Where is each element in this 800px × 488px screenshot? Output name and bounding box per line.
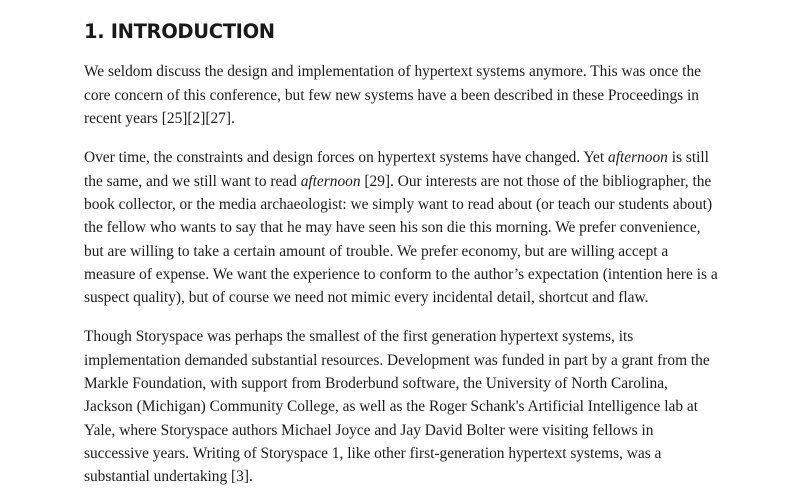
paragraph-3: Though Storyspace was perhaps the smallest of the first generation hypertext systems, its implementation demanded substantial resources. Development was funded in part by a grant from the Markle Foundation, with support from Broderbund software, the University of North Carolina, Jackson (Michigan) Community College, as well as the Roger Schank's Artificial Intelligence lab at Yale, where Storyspace authors Michael Joyce and Jay David Bolter were visiting fellows in successive years. Writing of Storyspace 1, like other first-generation hypertext systems, was a substantial undertaking [3]. <box>84 328 710 486</box>
emphasis-text: afternoon <box>608 149 668 167</box>
paragraph-2: Over time, the constraints and design forces on hypertext systems have changed. Yet afternoon is still the same, and we still want to read afternoon [29]. Our interests are not those of the bibliographer, the book collector, or the media archaeologist: we simply want to read about (or teach our students about) the fellow who wants to say that he may have seen his son die this morning. We prefer convenience, but are willing to take a certain amount of trouble. We prefer economy, but are willing accept a measure of expense. We want the experience to conform to the author’s expectation (intention here is a suspect quality), but of course we need not mimic every incidental detail, shortcut and flaw. <box>84 149 718 307</box>
page-title: 1. INTRODUCTION <box>84 20 275 43</box>
paragraph-1: We seldom discuss the design and implementation of hypertext systems anymore. This was once the core concern of this conference, but few new systems have a been described in these Proceedings in recent years [25][2][27]. <box>84 63 701 128</box>
emphasis-text: afternoon <box>300 172 361 190</box>
